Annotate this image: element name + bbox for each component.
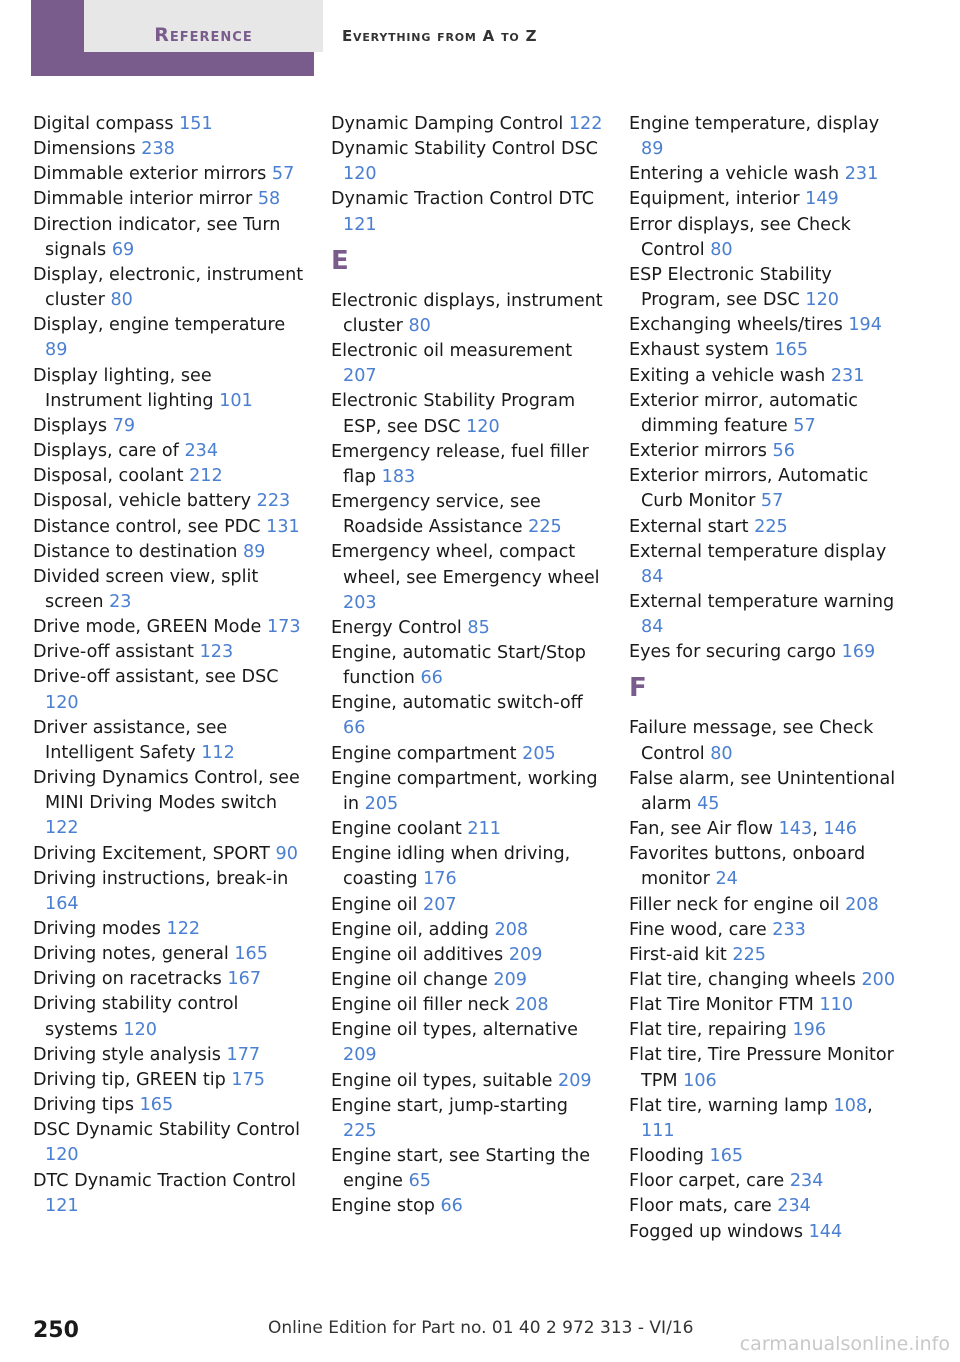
index-entry-text: Floor carpet, care xyxy=(629,1171,785,1192)
page-reference-link[interactable]: 200 xyxy=(861,970,896,990)
page-reference-link[interactable]: 123 xyxy=(199,642,234,663)
page-reference-link[interactable]: 112 xyxy=(201,742,235,763)
index-entry-text: Driving modes xyxy=(33,919,161,939)
index-entry-text: Engine start, see Starting the engine xyxy=(331,1146,591,1192)
page-reference-link[interactable]: 231 xyxy=(830,365,865,386)
index-entry xyxy=(331,817,603,842)
page-reference-link[interactable]: 110 xyxy=(819,995,854,1016)
page-reference-link[interactable]: 208 xyxy=(514,995,549,1016)
page-reference-link[interactable]: 120 xyxy=(45,1145,79,1166)
index-entry-text: Favorites buttons, onboard monitor xyxy=(629,844,866,890)
page-reference-link[interactable]: 209 xyxy=(343,1045,377,1066)
index-entry-text: Display, electronic, instrument cluster xyxy=(33,264,304,311)
page-reference-link[interactable]: 23 xyxy=(109,591,132,612)
watermark: carmanualsonline.info xyxy=(739,1333,950,1355)
edition-footer: Online Edition for Part no. 01 40 2 972 313 - VI/16 xyxy=(268,1318,694,1338)
index-entry-text: Equipment, interior xyxy=(629,189,800,210)
index-entry-text: Engine oil types, alternative xyxy=(331,1020,578,1041)
index-entry-text: Entering a vehicle wash xyxy=(629,164,840,185)
index-entry-text: Direction indicator, see Turn signals xyxy=(33,214,281,260)
index-entry-text: Dynamic Stability Control DSC xyxy=(331,139,598,160)
page-reference-link[interactable]: 177 xyxy=(226,1044,261,1065)
index-entry-text: Exchanging wheels/tires xyxy=(629,315,843,336)
index-entry-text: Dimmable interior mirror xyxy=(33,189,253,210)
page-reference-link[interactable]: 209 xyxy=(493,970,527,990)
index-entry-text: Flat tire, warning lamp xyxy=(629,1095,828,1116)
index-entry xyxy=(331,993,603,1018)
index-entry-text: External start xyxy=(629,516,749,537)
index-entry xyxy=(331,440,603,490)
page-reference-link[interactable]: 122 xyxy=(568,114,603,134)
page-reference-link[interactable]: 80 xyxy=(710,743,733,764)
index-letter-heading: F xyxy=(629,673,647,704)
index-entry xyxy=(331,1144,603,1194)
index-entry xyxy=(33,1169,305,1219)
index-entry-text: Engine start, jump-starting xyxy=(331,1095,568,1116)
index-entry-text: Fan, see Air flow xyxy=(629,819,774,840)
index-entry-text: Divided screen view, split screen xyxy=(33,566,259,612)
index-entry-text: Emergency service, see Roadside Assistance xyxy=(331,492,541,538)
page-reference-link[interactable]: 66 xyxy=(440,1196,463,1217)
index-entry xyxy=(629,968,901,993)
page-reference-link[interactable]: 84 xyxy=(641,566,664,587)
index-entry xyxy=(33,162,305,187)
index-entry-text: Flat tire, repairing xyxy=(629,1020,787,1041)
page-reference-link[interactable]: 183 xyxy=(381,466,416,487)
page-reference-link[interactable]: 208 xyxy=(494,919,529,940)
index-entry-text: Disposal, coolant xyxy=(33,466,184,487)
index-entry-text: Exiting a vehicle wash xyxy=(629,365,826,386)
page-reference-link[interactable]: 164 xyxy=(45,893,79,914)
page-reference-link[interactable]: 165 xyxy=(774,340,809,361)
page-reference-link[interactable]: 169 xyxy=(841,642,876,663)
index-entry xyxy=(331,943,603,968)
index-entry-text: Dynamic Traction Control DTC xyxy=(331,189,595,210)
index-entry xyxy=(33,364,305,414)
page-heading: Everything from A to Z xyxy=(342,27,538,45)
index-entry-text: Engine oil change xyxy=(331,970,488,990)
index-entry xyxy=(331,641,603,691)
index-entry-text: Energy Control xyxy=(331,617,462,638)
page-reference-link[interactable]: 120 xyxy=(343,164,377,185)
index-entry-text: Electronic displays, instrument cluster xyxy=(331,290,603,336)
page-reference-link[interactable]: 209 xyxy=(558,1070,592,1091)
index-entry-text: Driving Dynamics Control, see MINI Driving Modes switch xyxy=(33,768,300,814)
index-entry xyxy=(331,490,603,540)
index-entry-text: Disposal, vehicle battery xyxy=(33,491,252,512)
index-entry xyxy=(331,112,603,137)
page-reference-link[interactable]: 66 xyxy=(420,668,443,689)
index-entry-text: Exterior mirrors, Automatic Curb Monitor xyxy=(629,466,869,512)
page-number: 250 xyxy=(33,1318,79,1343)
index-entry xyxy=(331,289,603,339)
index-entry xyxy=(331,540,603,615)
index-entry xyxy=(33,640,305,665)
page-reference-link[interactable]: 165 xyxy=(139,1095,174,1116)
index-entry xyxy=(33,615,305,640)
index-entry-text: Displays xyxy=(33,415,108,436)
index-entry-text: Exterior mirrors xyxy=(629,441,767,462)
index-entry-text: Dimmable exterior mirrors xyxy=(33,164,267,185)
index-entry-text: Driving on racetracks xyxy=(33,969,222,990)
page-reference-link[interactable]: 106 xyxy=(683,1070,717,1091)
index-entry xyxy=(629,213,901,263)
page-reference-link[interactable]: 225 xyxy=(343,1120,377,1141)
index-entry-text: Driving Excitement, SPORT xyxy=(33,843,270,864)
index-entry-text: Fine wood, care xyxy=(629,919,767,940)
page-reference-link[interactable]: 225 xyxy=(528,517,562,538)
page-reference-link[interactable]: 173 xyxy=(266,617,301,638)
index-entry xyxy=(33,942,305,967)
page-reference-link[interactable]: 143 xyxy=(778,819,813,840)
index-entry-text: Display lighting, see Instrument lighting xyxy=(33,365,214,411)
index-entry xyxy=(629,439,901,464)
page-reference-link[interactable]: 89 xyxy=(641,139,664,160)
index-entry xyxy=(331,1094,603,1144)
page-reference-link[interactable]: 207 xyxy=(423,894,457,915)
index-entry-text: Digital compass xyxy=(33,114,174,134)
page-reference-link[interactable]: 234 xyxy=(184,441,219,462)
page-reference-link[interactable]: 225 xyxy=(732,944,766,965)
index-entry xyxy=(33,1043,305,1068)
index-entry xyxy=(629,389,901,439)
page-reference-link[interactable]: 165 xyxy=(234,944,268,965)
index-entry-text: DTC Dynamic Traction Control xyxy=(33,1170,297,1191)
index-entry xyxy=(331,691,603,741)
index-entry-text: Driving instructions, break-in xyxy=(33,868,289,889)
index-column-3 xyxy=(629,112,901,1245)
page-reference-link[interactable]: 69 xyxy=(111,239,135,260)
index-entry-text: Driving tip, GREEN tip xyxy=(33,1069,226,1090)
page-reference-link[interactable]: 121 xyxy=(343,214,377,235)
page-reference-link[interactable]: 24 xyxy=(715,869,738,890)
index-entry-text: Engine oil, adding xyxy=(331,919,489,940)
index-entry xyxy=(629,187,901,212)
index-entry xyxy=(33,187,305,212)
index-entry xyxy=(33,967,305,992)
index-entry xyxy=(629,842,901,892)
index-entry-text: Flat Tire Monitor FTM xyxy=(629,995,814,1016)
page-reference-link[interactable]: 223 xyxy=(256,491,291,512)
index-entry: Flat tire, warning lamp 108, 111 xyxy=(629,1095,873,1141)
page-reference-link[interactable]: 131 xyxy=(266,516,300,537)
page-reference-link[interactable]: 56 xyxy=(772,441,795,462)
page-reference-link[interactable]: 146 xyxy=(823,819,857,840)
index-entry-text: Distance control, see PDC xyxy=(33,516,261,537)
index-entry-text: External temperature warning xyxy=(629,591,895,612)
page-reference-link[interactable]: 207 xyxy=(343,366,377,387)
index-column-2 xyxy=(331,112,603,1220)
page-reference-link[interactable]: 58 xyxy=(257,189,281,210)
index-entry xyxy=(331,616,603,641)
index-entry xyxy=(629,590,901,640)
page-reference-link[interactable]: 80 xyxy=(710,239,733,260)
index-entry-text: Driving tips xyxy=(33,1095,135,1116)
index-entry xyxy=(331,742,603,767)
index-entry-text: Electronic Stability Program ESP, see DSC xyxy=(331,391,576,437)
index-entry-text: Fogged up windows xyxy=(629,1221,804,1242)
index-entry xyxy=(629,993,901,1018)
page-reference-link[interactable]: 233 xyxy=(772,919,806,940)
index-entry-text: Flat tire, Tire Pressure Monitor TPM xyxy=(629,1045,894,1091)
index-entry xyxy=(331,1018,603,1068)
index-entry-text: Engine oil xyxy=(331,894,418,915)
page-reference-link[interactable]: 120 xyxy=(123,1019,157,1040)
index-entry xyxy=(331,767,603,817)
index-entry xyxy=(331,389,603,439)
page-reference-link[interactable]: 234 xyxy=(777,1196,811,1217)
index-entry xyxy=(33,137,305,162)
index-entry-text: Emergency wheel, compact wheel, see Emergency wheel xyxy=(331,542,600,588)
index-entry-text: ESP Electronic Stability Program, see DSC xyxy=(629,264,832,311)
index-entry-text: Emergency release, fuel filler flap xyxy=(331,441,589,487)
index-entry-text: Displays, care of xyxy=(33,441,179,462)
page-reference-link[interactable]: 120 xyxy=(805,290,840,311)
index-entry xyxy=(33,213,305,263)
page-reference-link[interactable]: 101 xyxy=(219,390,253,411)
index-entry-text: Driving notes, general xyxy=(33,944,229,965)
index-entry xyxy=(331,968,603,993)
index-entry-text: Driving style analysis xyxy=(33,1044,221,1065)
section-tab-frame xyxy=(31,0,314,76)
index-entry-text: Engine compartment xyxy=(331,743,517,764)
page-reference-link[interactable]: 80 xyxy=(408,315,431,336)
index-entry xyxy=(629,1043,901,1093)
index-entry-text: Floor mats, care xyxy=(629,1196,772,1217)
index-entry xyxy=(331,1069,603,1094)
page-reference-link[interactable]: 89 xyxy=(45,340,68,361)
index-entry-text: Engine, automatic switch-off xyxy=(331,693,583,714)
page-reference-link[interactable]: 66 xyxy=(343,718,366,739)
page-reference-link[interactable]: 45 xyxy=(697,793,720,814)
index-entry xyxy=(629,716,901,766)
index-entry xyxy=(629,1220,901,1245)
index-entry-text: Exterior mirror, automatic dimming feature xyxy=(629,390,858,436)
page-reference-link[interactable]: 57 xyxy=(271,164,295,185)
index-entry xyxy=(33,1118,305,1168)
page-reference-link[interactable]: 108 xyxy=(833,1095,868,1116)
index-entry-text: Engine coolant xyxy=(331,819,462,840)
page-reference-link[interactable]: 194 xyxy=(848,315,882,336)
page-reference-link[interactable]: 225 xyxy=(754,516,788,537)
page-reference-link[interactable]: 165 xyxy=(709,1146,744,1167)
index-entry: Fan, see Air flow 143, 146 xyxy=(629,819,857,840)
index-entry xyxy=(33,917,305,942)
page-reference-link[interactable]: 80 xyxy=(110,290,133,311)
page-reference-link[interactable]: 211 xyxy=(467,819,501,840)
index-entry xyxy=(33,992,305,1042)
index-entry-text: Engine oil filler neck xyxy=(331,995,510,1016)
page-reference-link[interactable]: 121 xyxy=(45,1195,79,1216)
index-entry-text: Dynamic Damping Control xyxy=(331,114,564,134)
page-reference-link[interactable]: 212 xyxy=(189,466,223,487)
index-entry xyxy=(629,540,901,590)
page-reference-link[interactable]: 111 xyxy=(641,1120,675,1141)
index-entry-text: Engine, automatic Start/Stop function xyxy=(331,642,586,689)
page-reference-link[interactable]: 120 xyxy=(466,416,500,437)
index-entry-text: Exhaust system xyxy=(629,340,769,361)
page-reference-link[interactable]: 85 xyxy=(467,617,490,638)
page-reference-link[interactable]: 208 xyxy=(845,894,879,915)
index-entry-text: Eyes for securing cargo xyxy=(629,642,837,663)
page-reference-link[interactable]: 196 xyxy=(792,1020,827,1041)
index-entry-text: Distance to destination xyxy=(33,541,238,562)
index-entry xyxy=(629,943,901,968)
page-reference-link[interactable]: 151 xyxy=(179,114,213,134)
index-entry-text: Engine compartment, working in xyxy=(331,768,598,814)
index-entry xyxy=(331,1194,603,1219)
index-entry-text: Drive mode, GREEN Mode xyxy=(33,617,262,638)
index-entry xyxy=(629,464,901,514)
index-entry xyxy=(331,137,603,187)
index-entry xyxy=(331,187,603,237)
page-reference-link[interactable]: 57 xyxy=(760,491,784,512)
index-entry xyxy=(33,439,305,464)
page-reference-link[interactable]: 209 xyxy=(508,944,543,965)
index-entry-text: Driver assistance, see Intelligent Safety xyxy=(33,717,228,763)
index-entry-text: Filler neck for engine oil xyxy=(629,894,840,915)
index-entry-text: External temperature display xyxy=(629,541,887,562)
page-reference-link[interactable]: 203 xyxy=(343,592,377,613)
index-entry xyxy=(629,1169,901,1194)
index-entry xyxy=(629,893,901,918)
index-entry xyxy=(629,640,901,665)
page-reference-link[interactable]: 176 xyxy=(423,869,457,890)
index-entry xyxy=(629,1194,901,1219)
index-entry xyxy=(33,540,305,565)
index-column-1 xyxy=(33,112,305,1219)
index-entry xyxy=(33,489,305,514)
index-entry xyxy=(331,842,603,892)
page-reference-link[interactable]: 144 xyxy=(808,1221,843,1242)
index-entry xyxy=(33,766,305,841)
index-entry-text: False alarm, see Unintentional alarm xyxy=(629,768,896,814)
page-reference-link[interactable]: 122 xyxy=(45,818,79,839)
index-entry-text: DSC Dynamic Stability Control xyxy=(33,1120,300,1141)
index-entry xyxy=(331,918,603,943)
index-entry-text: Engine oil types, suitable xyxy=(331,1070,553,1091)
index-entry xyxy=(33,1068,305,1093)
index-entry xyxy=(33,665,305,715)
index-entry-text: Error displays, see Check Control xyxy=(629,214,851,260)
index-entry xyxy=(629,162,901,187)
index-entry xyxy=(33,112,305,137)
page-reference-link[interactable]: 79 xyxy=(112,415,136,436)
index-entry-text: Engine idling when driving, coasting xyxy=(331,844,571,890)
index-entry-text: Dimensions xyxy=(33,139,136,160)
index-entry xyxy=(33,464,305,489)
index-entry xyxy=(33,867,305,917)
index-entry-text: Display, engine temperature xyxy=(33,315,286,336)
page-reference-link[interactable]: 65 xyxy=(408,1171,431,1192)
index-entry xyxy=(33,313,305,363)
page-reference-link[interactable]: 120 xyxy=(45,692,79,713)
index-entry xyxy=(629,918,901,943)
index-entry-text: Drive-off assistant, see DSC xyxy=(33,667,279,688)
index-entry-text: Engine stop xyxy=(331,1196,435,1217)
index-entry-text: Drive-off assistant xyxy=(33,642,194,663)
page-reference-link[interactable]: 231 xyxy=(844,164,879,185)
index-entry xyxy=(629,515,901,540)
index-entry xyxy=(33,716,305,766)
index-entry xyxy=(629,364,901,389)
index-entry-text: Flat tire, changing wheels xyxy=(629,970,856,990)
index-entry xyxy=(629,1144,901,1169)
index-letter-heading: E xyxy=(331,245,349,276)
index-entry xyxy=(33,263,305,313)
index-entry-text: Electronic oil measurement xyxy=(331,341,573,362)
page-reference-link[interactable]: 122 xyxy=(166,919,201,939)
page-reference-link[interactable]: 234 xyxy=(789,1171,824,1192)
index-entry xyxy=(33,842,305,867)
page-reference-link[interactable]: 238 xyxy=(141,139,175,160)
page-reference-link[interactable]: 84 xyxy=(641,617,664,638)
index-entry xyxy=(33,414,305,439)
index-entry xyxy=(331,339,603,389)
index-entry-text: Engine temperature, display xyxy=(629,114,880,134)
page-reference-link[interactable]: 175 xyxy=(231,1069,266,1090)
page-reference-link[interactable]: 89 xyxy=(242,541,266,562)
index-entry-text: Engine oil additives xyxy=(331,944,504,965)
index-entry-text: Flooding xyxy=(629,1146,704,1167)
index-entry xyxy=(629,313,901,338)
page-reference-link[interactable]: 149 xyxy=(805,189,839,210)
index-entry-text: Driving stability control systems xyxy=(33,994,239,1040)
page-reference-link[interactable]: 167 xyxy=(227,969,262,990)
index-entry xyxy=(629,338,901,363)
index-entry xyxy=(629,112,901,162)
index-entry xyxy=(33,515,305,540)
index-entry xyxy=(629,1018,901,1043)
index-entry xyxy=(33,1093,305,1118)
index-entry xyxy=(331,893,603,918)
index-entry xyxy=(33,565,305,615)
section-tab[interactable]: Reference xyxy=(84,0,323,52)
index-entry xyxy=(629,767,901,817)
index-entry-text: Failure message, see Check Control xyxy=(629,718,874,764)
index-entry xyxy=(629,263,901,313)
page-reference-link[interactable]: 205 xyxy=(522,743,556,764)
index-entry-text: First-aid kit xyxy=(629,944,727,965)
page-reference-link[interactable]: 90 xyxy=(275,843,298,864)
page-reference-link[interactable]: 57 xyxy=(793,415,816,436)
page-reference-link[interactable]: 205 xyxy=(364,793,399,814)
